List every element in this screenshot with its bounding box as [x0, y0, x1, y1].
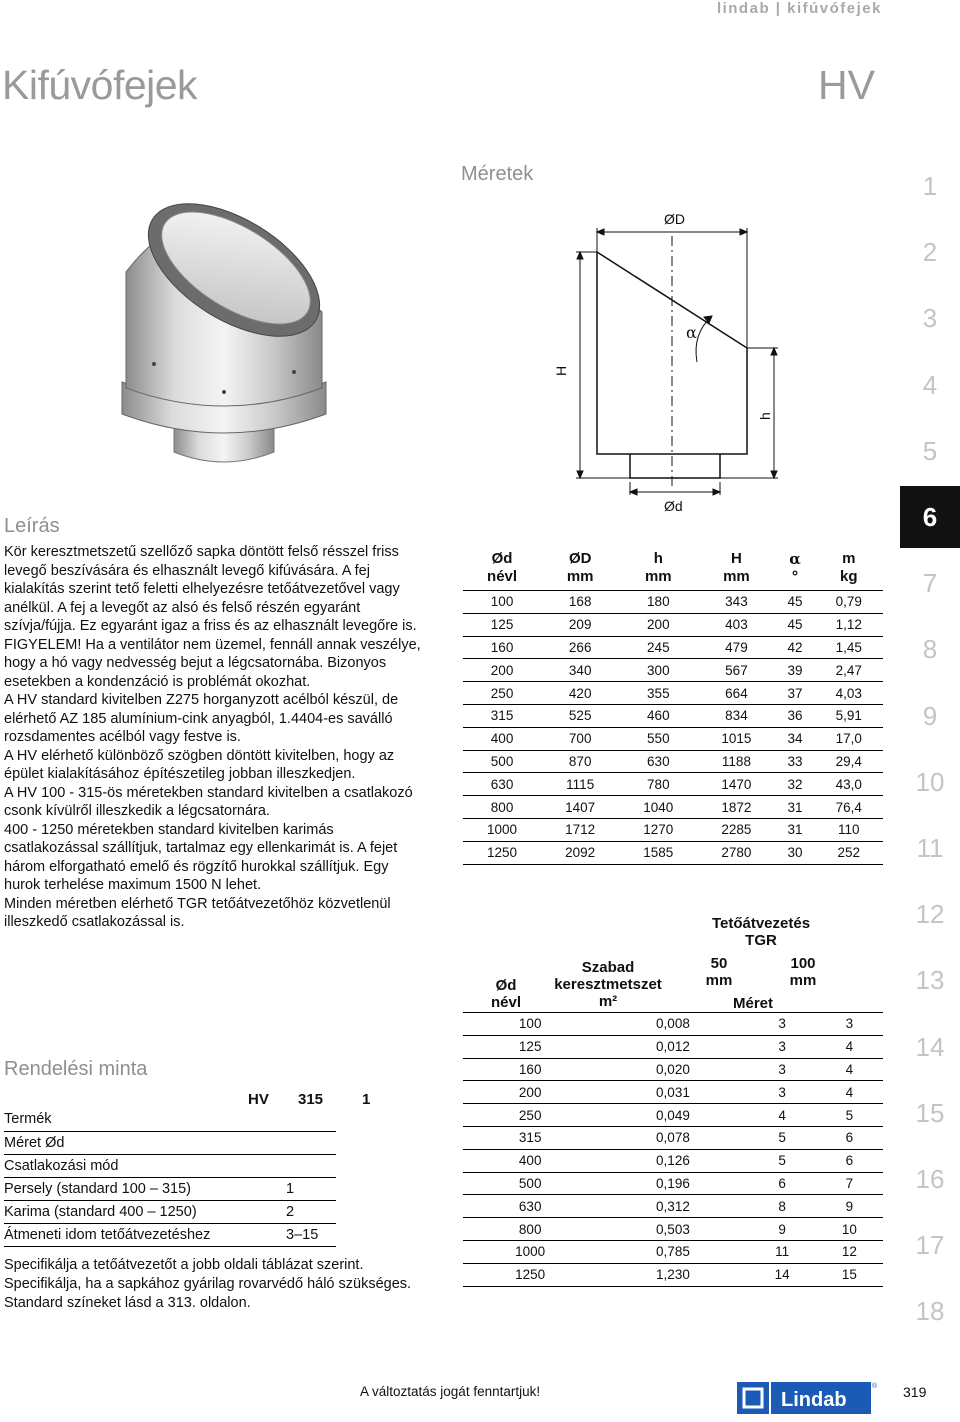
- table-row: [463, 1013, 883, 1036]
- table-cell: 0,785: [597, 1240, 748, 1263]
- table-row: [463, 636, 883, 659]
- chapter-index-16: 16: [915, 1164, 945, 1194]
- table-cell: 0,196: [597, 1172, 748, 1195]
- table-cell: 250: [463, 682, 541, 705]
- chapter-index-18: 18: [915, 1296, 945, 1327]
- table-cell: 1470: [697, 773, 775, 796]
- table-cell: 664: [697, 682, 775, 705]
- table-cell: 4: [816, 1035, 883, 1058]
- table-cell: 460: [619, 704, 697, 727]
- table-cell: 42: [776, 636, 815, 659]
- table-cell: 12: [816, 1240, 883, 1263]
- table-cell: 125: [463, 613, 541, 636]
- table-cell: 420: [541, 682, 619, 705]
- table-row: [463, 613, 883, 636]
- description-paragraph: Minden méretben elérhető TGR tetőátvezetőhöz közvetlenül illeszkedő csatlakozással is.: [4, 895, 391, 930]
- order-notes: [4, 1256, 424, 1313]
- order-value: 2: [284, 1200, 336, 1223]
- table-row: [463, 841, 883, 864]
- diagram-label-alpha: α: [686, 323, 697, 342]
- page-title: Kifúvófejek: [2, 62, 198, 108]
- footer-notice: A változtatás jogát fenntartjuk!: [360, 1384, 541, 1399]
- table-cell: 125: [463, 1035, 597, 1058]
- table-cell: 500: [463, 750, 541, 773]
- order-title: Rendelési minta: [4, 1058, 148, 1080]
- description-text: [4, 543, 424, 932]
- table-row: [463, 1149, 883, 1172]
- diagram-label-h: h: [757, 412, 773, 420]
- table-cell: 400: [463, 727, 541, 750]
- lindab-logo: [737, 1378, 877, 1418]
- table-cell: 2,47: [815, 659, 883, 682]
- table-cell: 30: [776, 841, 815, 864]
- table-row: [463, 591, 883, 614]
- table-cell: 266: [541, 636, 619, 659]
- table-row: [463, 1058, 883, 1081]
- tgr-head-od: Ød névl: [490, 977, 521, 1011]
- table-cell: 2285: [697, 818, 775, 841]
- table-cell: 1250: [463, 1263, 597, 1286]
- table-cell: 3: [749, 1081, 816, 1104]
- table-cell: 1585: [619, 841, 697, 864]
- table-cell: 6: [749, 1172, 816, 1195]
- table-cell: 550: [619, 727, 697, 750]
- table-cell: 110: [815, 818, 883, 841]
- table-cell: 800: [463, 796, 541, 819]
- table-row: [463, 1195, 883, 1218]
- table-cell: 31: [776, 818, 815, 841]
- table-cell: 5: [816, 1104, 883, 1127]
- table-cell: 800: [463, 1218, 597, 1241]
- table-cell: 1872: [697, 796, 775, 819]
- table-cell: 1015: [697, 727, 775, 750]
- page-number: 319: [903, 1384, 927, 1400]
- tgr-head-50: 50 mm: [705, 955, 733, 989]
- table-cell: 1000: [463, 1240, 597, 1263]
- table-cell: 39: [776, 659, 815, 682]
- header-brand: lindab | kifúvófejek: [716, 0, 882, 17]
- dim-table-header: m kg: [840, 550, 858, 585]
- table-cell: 525: [541, 704, 619, 727]
- dim-table-header: h mm: [644, 550, 672, 585]
- table-cell: 567: [697, 659, 775, 682]
- tgr-group-header: Tetőátvezetés TGR: [711, 915, 811, 949]
- table-cell: 209: [541, 613, 619, 636]
- table-cell: 2780: [697, 841, 775, 864]
- svg-text:®: ®: [872, 1383, 877, 1390]
- table-cell: 245: [619, 636, 697, 659]
- table-row: [463, 796, 883, 819]
- table-cell: 8: [749, 1195, 816, 1218]
- table-cell: 1188: [697, 750, 775, 773]
- table-cell: 834: [697, 704, 775, 727]
- table-row: [463, 773, 883, 796]
- table-cell: 0,049: [597, 1104, 748, 1127]
- table-cell: 500: [463, 1172, 597, 1195]
- table-cell: 5: [749, 1149, 816, 1172]
- table-row: [463, 704, 883, 727]
- description-paragraph: A HV 100 - 315-ös méretekben standard kivitelben a csatlakozó csonk kívülről illeszkedik a légcsatornára.: [4, 784, 413, 819]
- chapter-index-10: 10: [915, 766, 945, 797]
- table-row: [463, 750, 883, 773]
- dimensions-title: Méretek: [461, 163, 534, 185]
- table-cell: 10: [816, 1218, 883, 1241]
- table-cell: 3: [749, 1035, 816, 1058]
- table-cell: 100: [463, 1013, 597, 1036]
- table-cell: 4: [816, 1081, 883, 1104]
- order-row: [4, 1200, 336, 1223]
- table-cell: 4: [816, 1058, 883, 1081]
- table-cell: 3: [749, 1058, 816, 1081]
- tgr-table: [463, 1012, 883, 1287]
- table-cell: 1,45: [815, 636, 883, 659]
- description-paragraph: A HV elérhető különböző szögben döntött kivitelben, hogy az épület kialakításához építészetileg jobban illeszkedjen.: [4, 747, 395, 782]
- table-cell: 168: [541, 591, 619, 614]
- table-cell: 160: [463, 1058, 597, 1081]
- chapter-index-11: 11: [916, 833, 944, 863]
- table-cell: 0,020: [597, 1058, 748, 1081]
- table-cell: 1250: [463, 841, 541, 864]
- description-paragraph: FIGYELEM! Ha a ventilátor nem üzemel, fennáll annak veszélye, hogy a hó vagy nedvesség bejut a légcsatornába. Bizonyos esetekben a kondenzáció is problémát okozhat.: [4, 636, 421, 690]
- table-cell: 0,078: [597, 1126, 748, 1149]
- table-row: [463, 1104, 883, 1127]
- order-note: Specifikálja, ha a sapkához gyárilag rovarvédő háló szükséges.: [4, 1276, 412, 1292]
- table-cell: 3: [816, 1013, 883, 1036]
- table-cell: 76,4: [815, 796, 883, 819]
- table-cell: 400: [463, 1149, 597, 1172]
- table-cell: 45: [776, 591, 815, 614]
- table-cell: 780: [619, 773, 697, 796]
- order-row: [4, 1108, 336, 1131]
- table-cell: 355: [619, 682, 697, 705]
- chapter-index-4: 4: [922, 369, 938, 400]
- table-cell: 34: [776, 727, 815, 750]
- order-row: [4, 1131, 336, 1154]
- tgr-head-100: 100 mm: [789, 955, 817, 989]
- table-cell: 1040: [619, 796, 697, 819]
- table-cell: 250: [463, 1104, 597, 1127]
- table-cell: 630: [463, 773, 541, 796]
- table-cell: 36: [776, 704, 815, 727]
- table-cell: 100: [463, 591, 541, 614]
- table-cell: 15: [816, 1263, 883, 1286]
- table-cell: 343: [697, 591, 775, 614]
- table-cell: 3: [749, 1013, 816, 1036]
- diagram-label-od: Ød: [664, 498, 683, 514]
- table-cell: 870: [541, 750, 619, 773]
- table-cell: 9: [816, 1195, 883, 1218]
- table-cell: 340: [541, 659, 619, 682]
- dimensions-table: [463, 550, 883, 865]
- table-row: [463, 682, 883, 705]
- chapter-index-2: 2: [922, 237, 938, 268]
- table-cell: 0,79: [815, 591, 883, 614]
- chapter-index-7: 7: [922, 568, 938, 599]
- table-cell: 43,0: [815, 773, 883, 796]
- table-cell: 33: [776, 750, 815, 773]
- table-cell: 4,03: [815, 682, 883, 705]
- chapter-index: [900, 155, 960, 1350]
- dimension-diagram: [552, 200, 792, 520]
- table-cell: 0,312: [597, 1195, 748, 1218]
- table-cell: 1407: [541, 796, 619, 819]
- order-value: 1: [284, 1177, 336, 1200]
- dim-table-header: ØD mm: [566, 550, 594, 585]
- table-cell: 17,0: [815, 727, 883, 750]
- table-cell: 0,031: [597, 1081, 748, 1104]
- order-value: [284, 1154, 336, 1177]
- chapter-index-13: 13: [915, 965, 945, 996]
- table-cell: 252: [815, 841, 883, 864]
- table-cell: 180: [619, 591, 697, 614]
- table-cell: 630: [463, 1195, 597, 1218]
- table-cell: 45: [776, 613, 815, 636]
- table-cell: 11: [749, 1240, 816, 1263]
- description-paragraph: 400 - 1250 méretekben standard kivitelben karimás csatlakozással szállítjuk, tartalmaz egy ellenkarimát is. A fejet három elforgatható emelő és rögzítő hurokkal szállítjuk. Egy hurok terhelése maximum 1500 N lehet.: [4, 821, 398, 893]
- description-title: Leírás: [4, 515, 60, 537]
- chapter-index-12: 12: [915, 899, 945, 930]
- chapter-index-17: 17: [915, 1230, 945, 1261]
- table-cell: 5: [749, 1126, 816, 1149]
- dim-table-header: Ød névl: [487, 550, 518, 585]
- table-cell: 6: [816, 1149, 883, 1172]
- order-note: Specifikálja a tetőátvezetőt a jobb oldali táblázat szerint.: [4, 1257, 364, 1273]
- order-label: Termék: [4, 1108, 284, 1131]
- order-label: Persely (standard 100 – 315): [4, 1177, 284, 1200]
- table-cell: 200: [463, 659, 541, 682]
- table-cell: 1000: [463, 818, 541, 841]
- table-cell: 700: [541, 727, 619, 750]
- table-cell: 403: [697, 613, 775, 636]
- chapter-index-6: 6: [900, 486, 960, 548]
- table-cell: 1,230: [597, 1263, 748, 1286]
- order-table: [4, 1108, 336, 1247]
- chapter-index-1: 1: [922, 171, 938, 201]
- table-row: [463, 727, 883, 750]
- order-label: Csatlakozási mód: [4, 1154, 284, 1177]
- table-cell: 4: [749, 1104, 816, 1127]
- table-cell: 1270: [619, 818, 697, 841]
- table-cell: 479: [697, 636, 775, 659]
- order-row: [4, 1177, 336, 1200]
- order-row: [4, 1223, 336, 1246]
- table-cell: 160: [463, 636, 541, 659]
- table-cell: 32: [776, 773, 815, 796]
- product-code: HV: [818, 62, 875, 108]
- table-cell: 1,12: [815, 613, 883, 636]
- table-cell: 37: [776, 682, 815, 705]
- table-row: [463, 1081, 883, 1104]
- order-value: [284, 1131, 336, 1154]
- table-cell: 7: [816, 1172, 883, 1195]
- table-row: [463, 1126, 883, 1149]
- table-cell: 0,126: [597, 1149, 748, 1172]
- chapter-index-15: 15: [915, 1097, 945, 1128]
- description-paragraph: A HV standard kivitelben Z275 horganyzott acélból készül, de elérhető AZ 185 alumínium-cink anyagból, 1.4404-es saválló rozsdamentes acélból vagy festve is.: [4, 692, 399, 745]
- svg-text:Lindab: Lindab: [781, 1389, 847, 1411]
- product-photo: [64, 152, 376, 482]
- table-cell: 0,012: [597, 1035, 748, 1058]
- table-cell: 5,91: [815, 704, 883, 727]
- table-row: [463, 1172, 883, 1195]
- table-row: [463, 1263, 883, 1286]
- order-label: Méret Ød: [4, 1131, 284, 1154]
- order-value: [284, 1108, 336, 1131]
- dim-table-header: H mm: [723, 550, 750, 585]
- table-row: [463, 1218, 883, 1241]
- diagram-label-H: H: [553, 365, 569, 376]
- table-cell: 0,503: [597, 1218, 748, 1241]
- table-row: [463, 818, 883, 841]
- order-row: [4, 1154, 336, 1177]
- description-paragraph: Kör keresztmetszetű szellőző sapka döntött felső résszel friss levegő beszívására és elhasznált levegő kifúvására. A fej kialakítás szerint tető feletti elhelyezésre tetőátvezetővel vagy anélkül. A fej a levegőt az alsó és felső részén egyaránt szívja/fújja. Ez egyaránt igaz a friss és az elhasznált levegőre is.: [4, 544, 417, 634]
- chapter-index-5: 5: [922, 435, 938, 466]
- table-cell: 9: [749, 1218, 816, 1241]
- table-cell: 29,4: [815, 750, 883, 773]
- dim-table-header: α °: [789, 550, 801, 586]
- table-cell: 1115: [541, 773, 619, 796]
- chapter-index-3: 3: [922, 303, 938, 334]
- order-label: Átmeneti idom tetőátvezetéshez: [4, 1223, 284, 1246]
- chapter-index-8: 8: [922, 634, 938, 665]
- diagram-label-OD: ØD: [664, 211, 685, 227]
- table-cell: 0,008: [597, 1013, 748, 1036]
- table-row: [463, 1240, 883, 1263]
- table-row: [463, 659, 883, 682]
- order-value: 3–15: [284, 1223, 336, 1246]
- table-cell: 315: [463, 704, 541, 727]
- table-cell: 315: [463, 1126, 597, 1149]
- table-cell: 31: [776, 796, 815, 819]
- chapter-index-14: 14: [915, 1031, 945, 1062]
- table-cell: 630: [619, 750, 697, 773]
- chapter-index-9: 9: [922, 700, 938, 731]
- order-note: Standard színeket lásd a 313. oldalon.: [4, 1295, 251, 1311]
- table-cell: 200: [463, 1081, 597, 1104]
- order-label: Karima (standard 400 – 1250): [4, 1200, 284, 1223]
- table-cell: 200: [619, 613, 697, 636]
- table-cell: 14: [749, 1263, 816, 1286]
- table-cell: 300: [619, 659, 697, 682]
- table-cell: 1712: [541, 818, 619, 841]
- table-row: [463, 1035, 883, 1058]
- tgr-head-size: Méret: [732, 995, 773, 1012]
- table-cell: 6: [816, 1126, 883, 1149]
- tgr-head-free-area: Szabad keresztmetszet m²: [554, 959, 662, 1010]
- table-cell: 2092: [541, 841, 619, 864]
